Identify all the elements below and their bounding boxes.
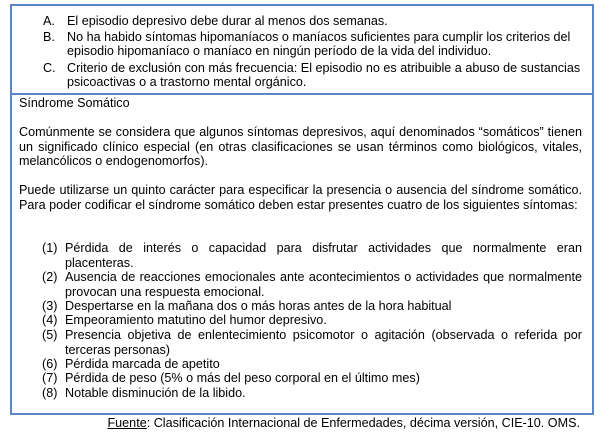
source-label: Fuente [107, 416, 147, 430]
symptom-text: Ausencia de reacciones emocionales ante acontecimientos o actividades que normalmente provocan una respuesta emocional. [65, 270, 582, 299]
symptom-number: (6) [42, 357, 58, 371]
symptom-number: (8) [42, 386, 58, 400]
intro-paragraph: Comúnmente se considera que algunos síntomas depresivos, aquí denominados “somáticos” tienen un significado clínico especial (en otras clasificaciones se usan términos como biológicos, vitales, melancólicos o endogenomorfos). [19, 125, 582, 168]
symptom-text: Despertarse en la mañana dos o más horas antes de la hora habitual [65, 299, 452, 313]
source-citation [107, 416, 580, 430]
criteria-box [10, 4, 594, 95]
criterion-text: Criterio de exclusión con más frecuencia: El episodio no es atribuible a abuso de sustancias psicoactivas o a trastorno mental orgánico. [67, 61, 581, 89]
criterion-letter: B. [43, 30, 55, 44]
criterion-letter: C. [43, 61, 56, 75]
symptom-text: Presencia objetiva de enlentecimiento psicomotor o agitación (observada o referida por terceras personas) [65, 328, 582, 357]
symptom-number: (2) [42, 270, 58, 284]
symptom-text: Notable disminución de la libido. [65, 386, 246, 400]
criterion-letter: A. [43, 14, 55, 28]
symptom-number: (5) [42, 328, 58, 342]
symptom-text: Pérdida de peso (5% o más del peso corporal en el último mes) [65, 371, 420, 385]
criterion-text: El episodio depresivo debe durar al menos dos semanas. [67, 14, 388, 28]
symptom-number: (7) [42, 371, 58, 385]
symptom-text: Empeoramiento matutino del humor depresivo. [65, 313, 327, 327]
source-text: : Clasificación Internacional de Enfermedades, décima versión, CIE-10. OMS. [146, 416, 580, 430]
section-title: Síndrome Somático [19, 96, 130, 110]
somatic-syndrome-box [10, 93, 594, 415]
symptom-number: (4) [42, 313, 58, 327]
symptom-number: (3) [42, 299, 58, 313]
symptom-text: Pérdida marcada de apetito [65, 357, 220, 371]
criterion-text: No ha habido síntomas hipomaníacos o maníacos suficientes para cumplir los criterios del episodio hipomaníaco o maníaco en ningún período de la vida del individuo. [67, 30, 571, 58]
symptom-number: (1) [42, 241, 58, 255]
symptom-text: Pérdida de interés o capacidad para disfrutar actividades que normalmente eran placenteras. [65, 241, 582, 270]
coding-paragraph: Puede utilizarse un quinto carácter para especificar la presencia o ausencia del síndrome somático. Para poder codificar el síndrome somático deben estar presentes cuatro de los siguientes síntomas: [19, 183, 582, 212]
